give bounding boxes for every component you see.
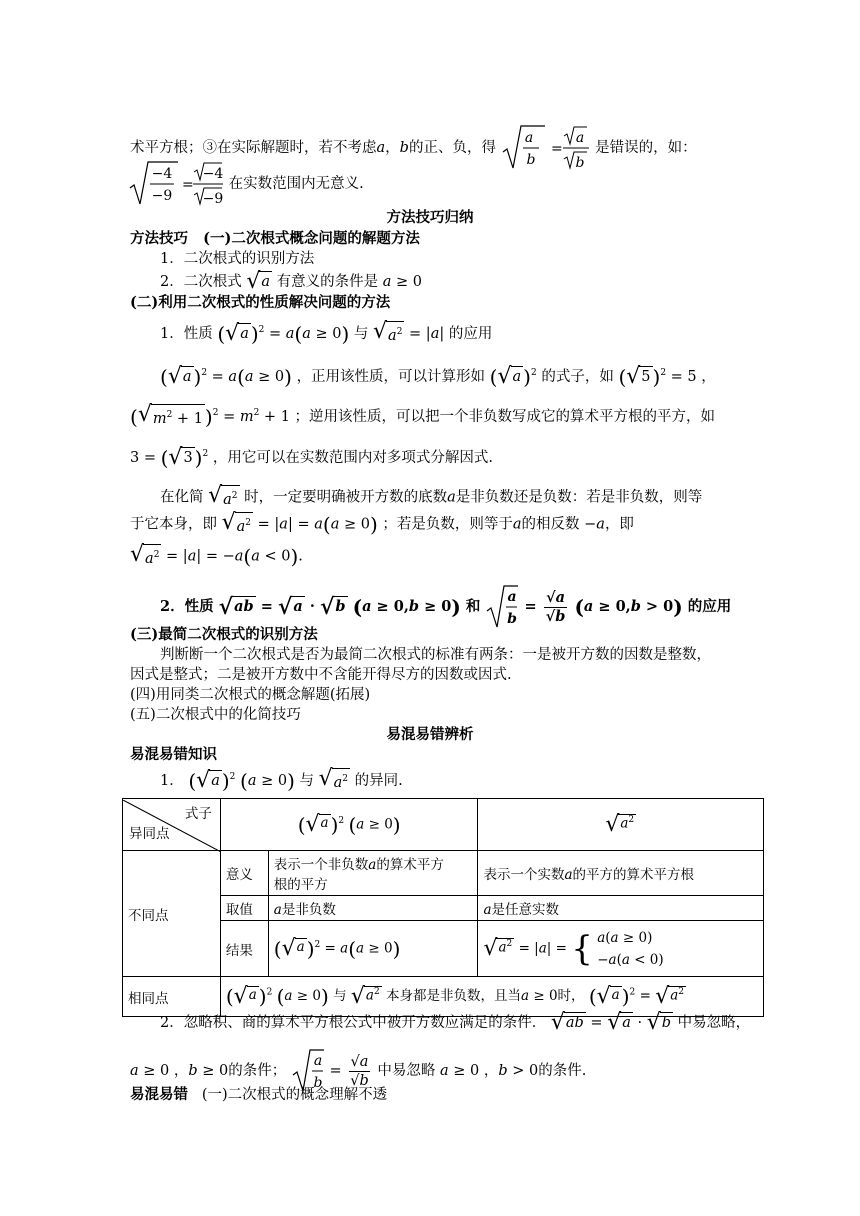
text-line: 1．性质 ( √ a )$^2$ = a(a ≥ 0) 与 √ $a^2$ = |a| 的应用	[160, 319, 493, 346]
text-line: ( √ $m^2 + 1$ )$^2 = m^2 + 1$ ；逆用该性质，可以把一个非负数写成它的算术平方根的平方，如	[130, 402, 716, 429]
formula-sqrt-neg	[128, 160, 224, 208]
svg-text:−4: −4	[151, 166, 173, 182]
section-heading: 方法技巧归纳	[386, 209, 474, 226]
formula-sqrt-frac	[485, 584, 519, 630]
text-line: 易混易错 (一)二次根式的概念理解不透	[130, 1086, 388, 1103]
header-cell-left: ( √ a )$^2$ (a ≥ 0)	[220, 799, 478, 851]
same-label: 相同点	[123, 977, 221, 1017]
text-line: (五)二次根式中的化简技巧	[130, 707, 301, 723]
text-line: 1．二次根式的识别方法	[160, 251, 315, 267]
cell-value-right: a是任意实数	[478, 896, 764, 921]
text-line: 3 = ( √ 3 )$^2$ ，用它可以在实数范围内对多项式分解因式.	[130, 444, 493, 470]
svg-text:a: a	[575, 130, 584, 146]
subsection-heading: 易混易错知识	[130, 746, 217, 763]
text-line: 2．性质 √ ab = √ a · √ b (a ≥ 0,b ≥ 0) 和 a b = $\frac{√a}{√b}$ (a ≥ 0,b > 0) 的应用	[160, 584, 731, 630]
text-line: 2．忽略积、商的算术平方根公式中被开方数应满足的条件． √ ab = √ a · √ b 中易忽略，	[160, 1010, 751, 1035]
row-label-value: 取值	[220, 896, 268, 921]
svg-text:b: b	[313, 1075, 323, 1091]
diff-label: 不同点	[123, 851, 221, 977]
text-line: 在化简 √ $a^2$ 时，一定要明确被开方数的底数a是非负数还是负数：若是非负数，则等	[160, 483, 703, 508]
cell-same: ( √ a )$^2$ (a ≥ 0) 与 √ $a^2$ 本身都是非负数，且当a ≥ 0时， ( √ a )$^2$ = √ $a^2$	[220, 977, 763, 1017]
text-line: (四)用同类二次根式的概念解题(拓展)	[130, 687, 371, 703]
subsection-heading: (二)利用二次根式的性质解决问题的方法	[130, 294, 391, 311]
text-line: √ $a^2$ = |a| = −a(a < 0).	[130, 542, 303, 569]
text-line: 因式是整式；二是被开方数中不含能开得尽方的因数或因式.	[130, 667, 512, 683]
row-label-result: 结果	[220, 921, 268, 977]
svg-text:b: b	[507, 611, 518, 627]
svg-text:−9: −9	[151, 188, 173, 204]
text-line: 判断断一个二次根式是否为最简二次根式的标准有两条：一是被开方数的因数是整数，	[160, 647, 711, 663]
formula-sqrt-quotient	[501, 124, 591, 172]
svg-text:a: a	[313, 1053, 323, 1069]
svg-text:=: =	[182, 177, 194, 193]
cell-meaning-left: 表示一个非负数a的算术平方 根的平方	[268, 851, 478, 896]
cell-result-right: √ $a^2$ = |a| = { a(a ≥ 0) −a(a < 0)	[478, 921, 764, 977]
svg-text:−4: −4	[202, 166, 224, 182]
subsection-heading: (三)最简二次根式的识别方法	[130, 626, 318, 643]
text-line: a ≥ 0 ，b ≥ 0的条件； a b = $\frac{√a}{√b}$ 中易忽略 a ≥ 0 ，b > 0的条件.	[130, 1048, 586, 1094]
text-line: −4 −9 = −4 −9 在实数范围内无意义.	[128, 160, 364, 208]
svg-text:b: b	[575, 155, 585, 171]
svg-text:=: =	[550, 141, 563, 157]
svg-text:a: a	[507, 589, 518, 605]
subsection-heading: 方法技巧 (一)二次根式概念问题的解题方法	[130, 230, 420, 247]
text-line: 1． ( √ a )$^2$ (a ≥ 0) 与 √ $a^2$ 的异同.	[160, 766, 403, 793]
row-label-meaning: 意义	[220, 851, 268, 896]
svg-text:b: b	[526, 152, 536, 168]
diagonal-header-cell: 式子 异同点	[123, 799, 221, 851]
text-line: ( √ a )$^2$ = a(a ≥ 0) ，正用该性质，可以计算形如 ( √ a )$^2$ 的式子，如 ( √ 5 )$^2$ = 5 ，	[160, 363, 716, 389]
text-line: 于它本身，即 √ $a^2$ = |a| = a(a ≥ 0) ；若是负数，则等于a的相反数 −a，即	[130, 510, 634, 537]
header-cell-right: √ $a^2$	[478, 799, 764, 851]
section-heading: 易混易错辨析	[386, 726, 474, 743]
comparison-table	[122, 798, 764, 1017]
svg-text:a: a	[524, 130, 533, 146]
svg-text:−9: −9	[202, 191, 224, 207]
cell-meaning-right: 表示一个实数a的平方的算术平方根	[478, 851, 764, 896]
text-line: 术平方根；③在实际解题时，若不考虑a，b的正、负，得 a b = a b 是错误的，如：	[130, 124, 697, 172]
text-line: 2．二次根式 √ a 有意义的条件是 a ≥ 0	[160, 269, 422, 294]
cell-value-left: a是非负数	[268, 896, 478, 921]
cell-result-left: ( √ a )$^2$ = a(a ≥ 0)	[268, 921, 478, 977]
